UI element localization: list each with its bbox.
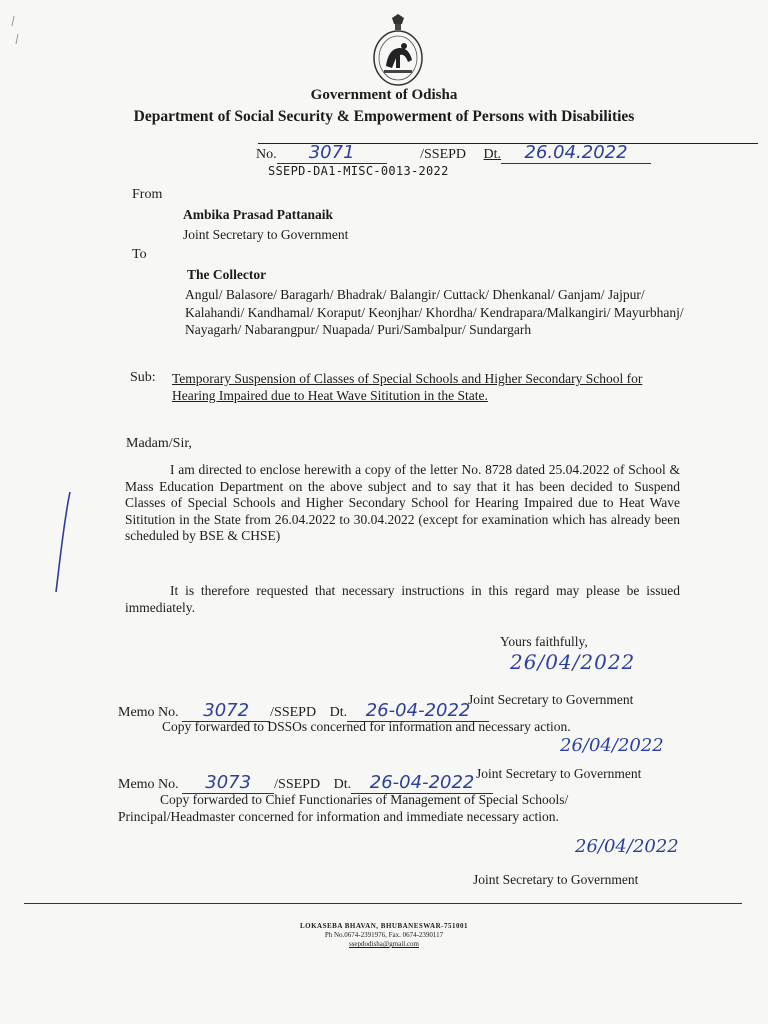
footer-address: LOKASEBA BHAVAN, BHUBANESWAR-751001 (300, 922, 468, 930)
memo-1-date-label: Dt. (329, 705, 348, 720)
signatory-designation-1: Joint Secretary to Government (468, 692, 634, 707)
signature-3: 26/04/2022 (575, 836, 679, 857)
signature-2: 26/04/2022 (560, 735, 664, 756)
signature-1: 26/04/2022 (510, 650, 636, 674)
memo-2-dept-code: /SSEPD (274, 777, 321, 792)
department-title: Department of Social Security & Empowerment of Persons with Disabilities (133, 108, 635, 125)
government-title: Government of Odisha (310, 87, 458, 103)
memo-1-dept-code: /SSEPD (270, 705, 317, 720)
memo-1-label: Memo No. (118, 705, 179, 720)
footer (0, 922, 768, 949)
subject-text: Temporary Suspension of Classes of Special Schools and Higher Secondary School for Hearing Impaired due to Heat Wave Sititution in the State. (172, 371, 643, 403)
margin-pen-stroke-icon (20, 470, 100, 620)
closing-yours-faithfully: Yours faithfully, (500, 634, 588, 649)
to-label: To (132, 247, 147, 262)
memo-1-copy-text: Copy forwarded to DSSOs concerned for information and necessary action. (162, 719, 571, 734)
memo-2-copy-text: Copy forwarded to Chief Functionaries of Management of Special Schools/ Principal/Headmaster concerned for information and immediate necessary action. (118, 792, 569, 824)
file-reference: SSEPD-DA1-MISC-0013-2022 (268, 164, 449, 178)
memo-2-date-value: 26-04-2022 (351, 772, 493, 794)
letter-no-label: No. (256, 147, 277, 162)
memo-2-date-label: Dt. (333, 777, 352, 792)
salutation: Madam/Sir, (126, 436, 192, 451)
recipient-name: The Collector (187, 267, 267, 282)
letter-date-value: 26.04.2022 (501, 142, 651, 164)
body-paragraph-1: I am directed to enclose herewith a copy of the letter No. 8728 dated 25.04.2022 of School & Mass Education Department on the above subject and to say that it has been decided to Suspend Classes of Special Schools and Higher Secondary School for Hearing Impaired due to Heat Wave Sititution in the State from 26.04.2022 to 30.04.2022 (except for examination which has already been scheduled by BSE & CHSE) (125, 462, 680, 543)
memo-1-date-value: 26-04-2022 (347, 700, 489, 722)
body-paragraph-2: It is therefore requested that necessary instructions in this regard may please be issued immediately. (125, 583, 680, 615)
letter-dept-code: /SSEPD (420, 147, 467, 162)
sender-name: Ambika Prasad Pattanaik (183, 207, 334, 222)
subject-label: Sub: (130, 370, 156, 385)
memo-1-number: 3072 (182, 700, 270, 722)
footer-phone: Ph No.0674-2391976, Fax. 0674-2390117 (324, 931, 444, 939)
margin-scribble-icon (4, 14, 28, 54)
from-label: From (132, 187, 163, 202)
letter-date-label: Dt. (483, 147, 502, 162)
letter-no-value: 3071 (277, 142, 387, 164)
memo-2-number: 3073 (182, 772, 274, 794)
sender-designation: Joint Secretary to Government (183, 227, 349, 242)
footer-email-link[interactable]: ssepdodisha@gmail.com (348, 940, 420, 948)
state-emblem-icon (370, 14, 426, 88)
recipient-districts: Angul/ Balasore/ Baragarh/ Bhadrak/ Balangir/ Cuttack/ Dhenkanal/ Ganjam/ Jajpur/ Kalahandi/ Kandhamal/ Koraput/ Keonjhar/ Khordha/ Kendrapara/Malkangiri/ Mayurbhanj/ Nayagarh/ Nabarangpur/ Nuapada/ Puri/Sambalpur/ Sundargarh (185, 287, 684, 337)
letter-number-line (256, 142, 651, 164)
memo-2-label: Memo No. (118, 777, 179, 792)
signatory-designation-2: Joint Secretary to Government (476, 766, 642, 781)
footer-divider (24, 903, 742, 904)
signatory-designation-3: Joint Secretary to Government (473, 872, 639, 887)
